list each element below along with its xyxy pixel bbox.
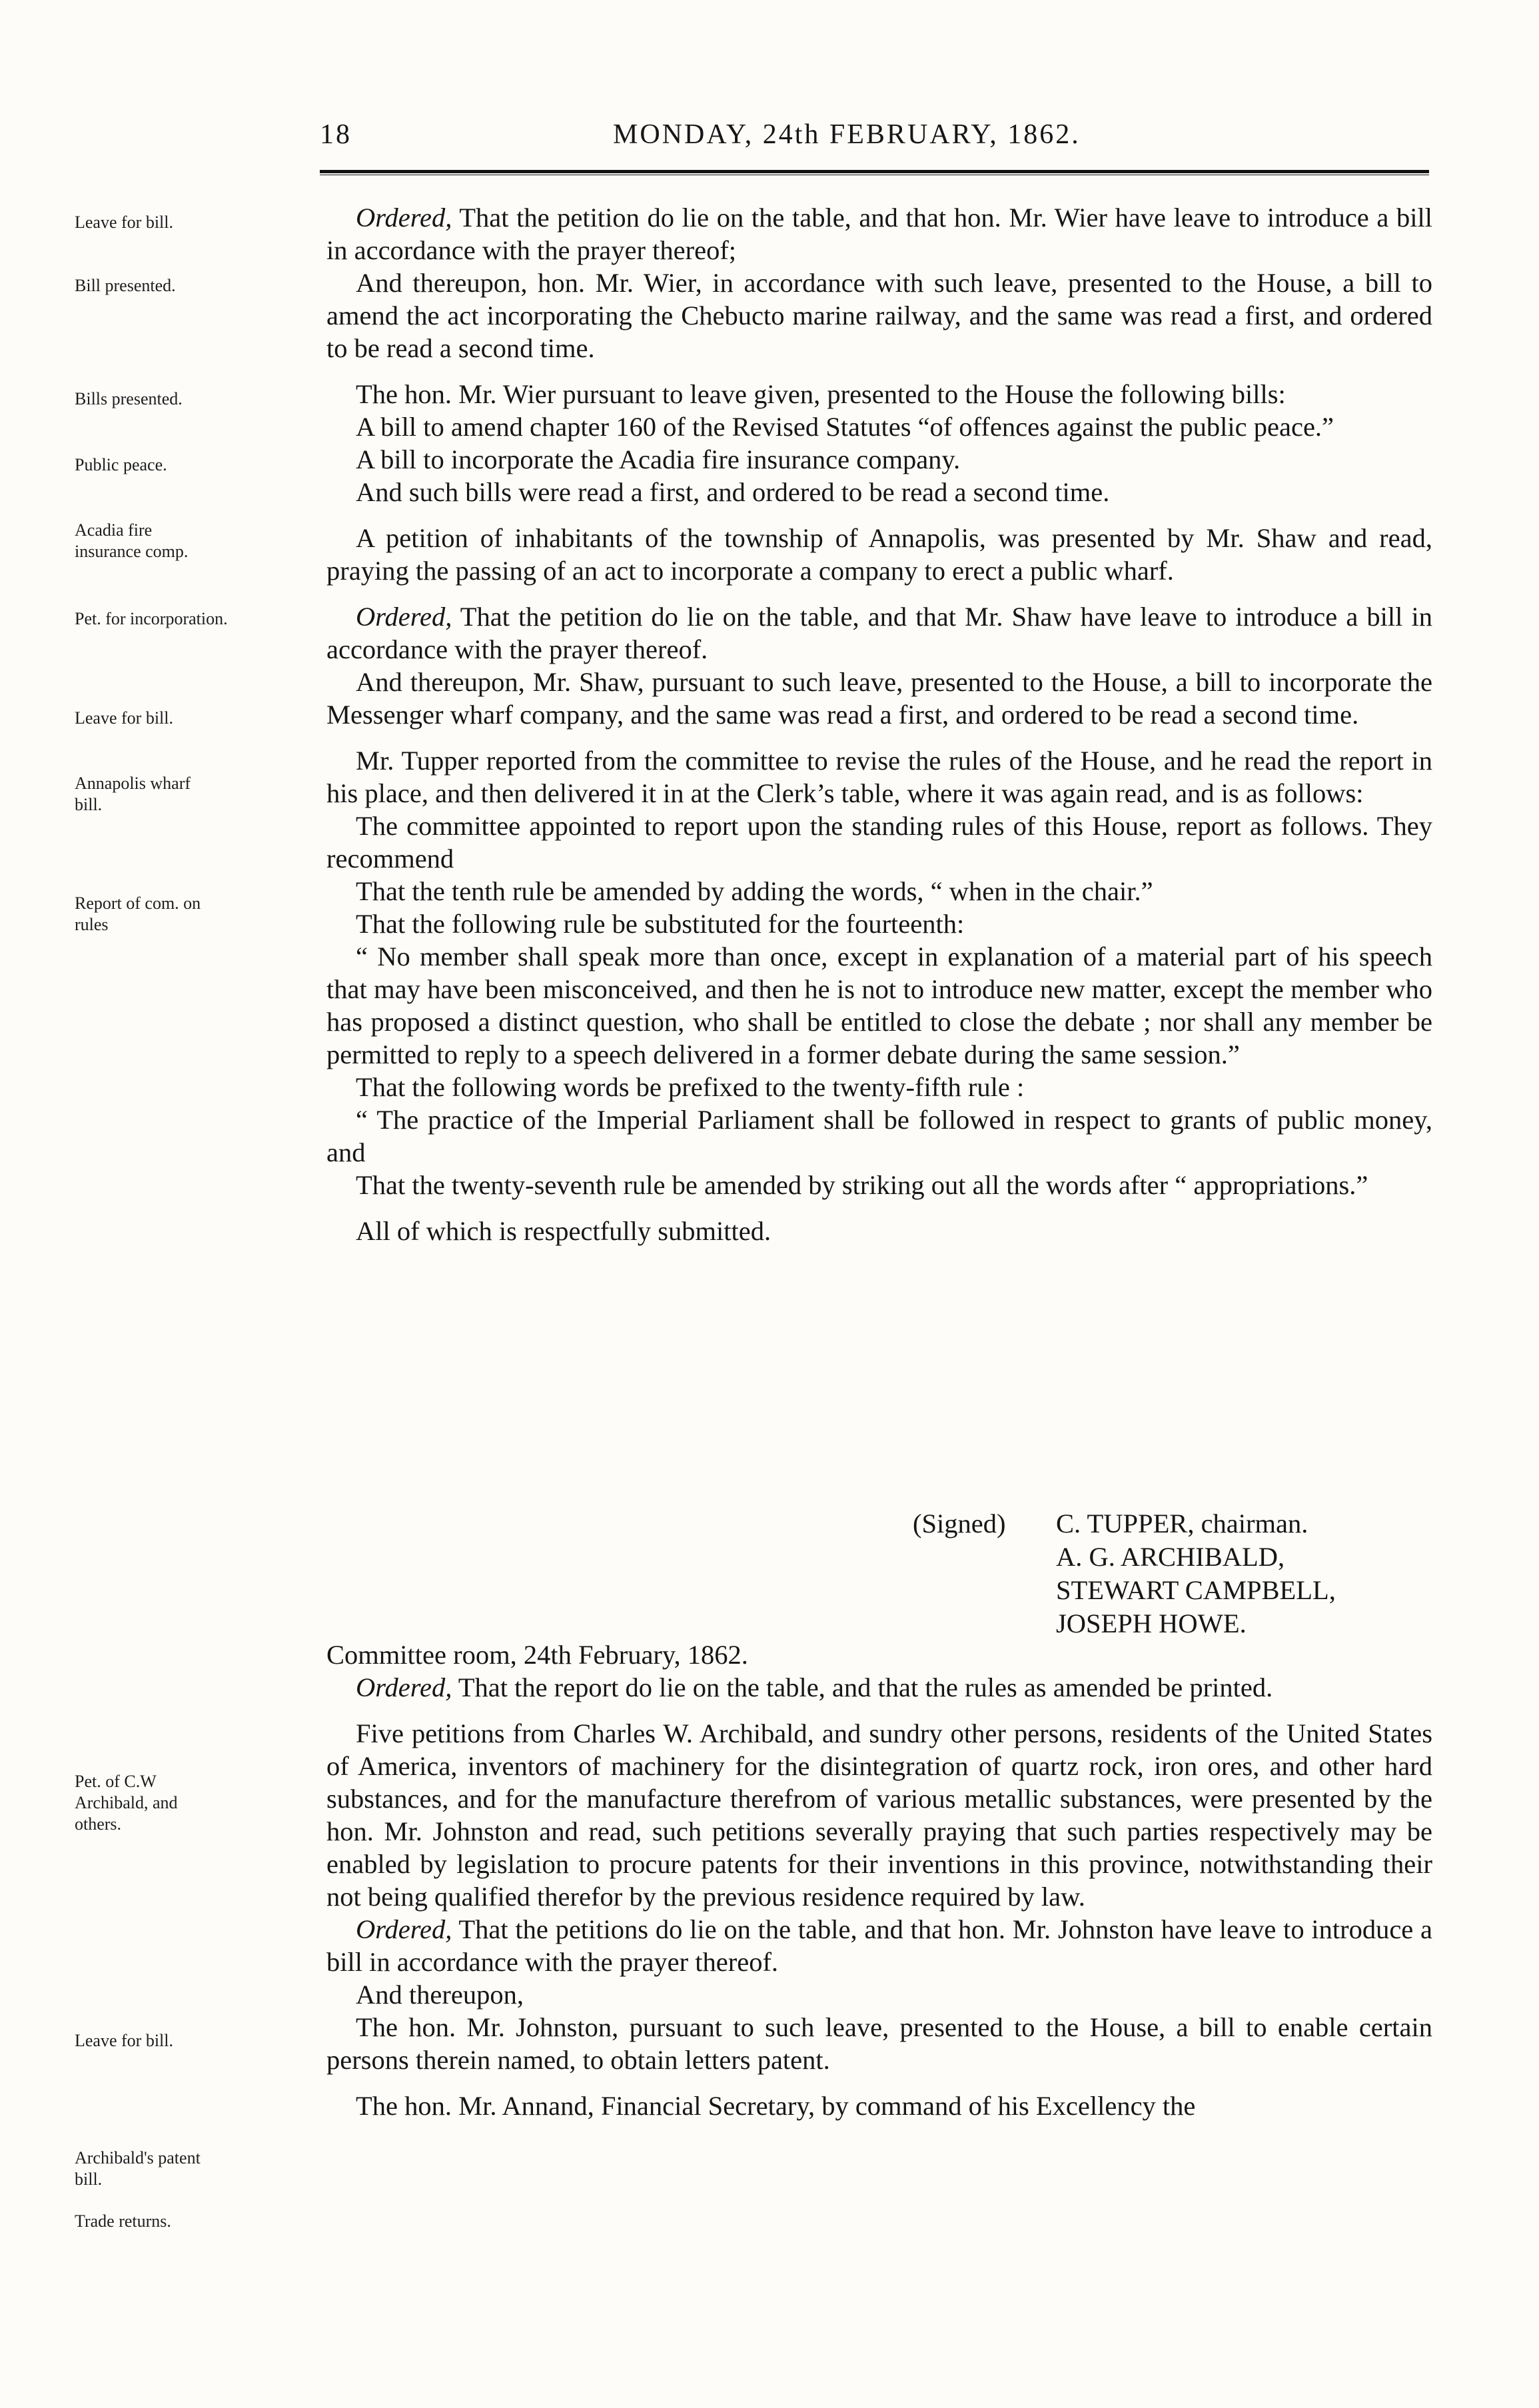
margin-note: Acadia fire insurance comp. <box>75 520 189 561</box>
ordered-lead: Ordered, <box>356 1914 452 1944</box>
margin-note: Pet. for incorporation. <box>75 609 228 628</box>
paragraph: A petition of inhabitants of the township of Annapolis, was presented by Mr. Shaw and read, praying the passing of an act to incorporate a company to erect a public wharf. <box>326 523 1432 586</box>
paragraph-text: That the petitions do lie on the table, and that hon. Mr. Johnston have leave to introduce a bill in accordance with the prayer thereof. <box>326 1914 1432 1977</box>
paragraph: A bill to amend chapter 160 of the Revised Statutes “of offences against the public peace.” <box>356 412 1334 442</box>
margin-note: Archibald's patent bill. <box>75 2148 201 2189</box>
margin-note: Trade returns. <box>75 2211 171 2231</box>
signatory: JOSEPH HOWE. <box>1056 1608 1247 1638</box>
paragraph: And such bills were read a first, and ordered to be read a second time. <box>356 477 1110 507</box>
ordered-lead: Ordered, <box>356 602 452 632</box>
journal-text-bottom <box>326 1638 1432 2122</box>
margin-note: Public peace. <box>75 455 167 474</box>
paragraph: The hon. Mr. Johnston, pursuant to such leave, presented to the House, a bill to enable certain persons therein named, to obtain letters patent. <box>326 2012 1432 2075</box>
paragraph: Mr. Tupper reported from the committee to revise the rules of the House, and he read the report in his place, and then delivered it in at the Clerk’s table, where it was again read, and is as follows: <box>326 746 1432 808</box>
signatory: STEWART CAMPBELL, <box>1056 1575 1336 1605</box>
signatory: C. TUPPER, chairman. <box>1056 1508 1308 1538</box>
report-paragraph: That the following rule be substituted for the fourteenth: <box>356 909 965 939</box>
signed-label: (Signed) <box>913 1508 1006 1538</box>
margin-note: Leave for bill. <box>75 213 173 232</box>
report-paragraph: That the following words be prefixed to the twenty-fifth rule : <box>356 1072 1025 1102</box>
report-paragraph: That the twenty-seventh rule be amended by striking out all the words after “ appropriations.” <box>356 1170 1368 1200</box>
margin-note: Annapolis wharf bill. <box>75 774 191 814</box>
margin-note: Report of com. on rules <box>75 894 201 934</box>
signatory: A. G. ARCHIBALD, <box>1056 1542 1285 1572</box>
margin-note: Leave for bill. <box>75 708 173 728</box>
journal-text-top <box>326 201 1432 1247</box>
paragraph: The hon. Mr. Wier pursuant to leave given, presented to the House the following bills: <box>356 379 1286 409</box>
report-paragraph: “ The practice of the Imperial Parliament shall be followed in respect to grants of public money, and <box>326 1105 1432 1167</box>
paragraph-text: That the report do lie on the table, and that the rules as amended be printed. <box>452 1672 1273 1702</box>
paragraph: The hon. Mr. Annand, Financial Secretary, by command of his Excellency the <box>356 2091 1196 2121</box>
margin-note: Bill presented. <box>75 276 176 295</box>
ordered-lead: Ordered, <box>356 1672 452 1702</box>
report-paragraph: “ No member shall speak more than once, except in explanation of a material part of his speech that may have been misconceived, and then he is not to introduce new matter, except the member who has proposed a distinct question, who shall be entitled to close the debate ; nor shall any member be permitted to reply to a speech delivered in a former debate during the same session.” <box>326 941 1432 1069</box>
paragraph: And thereupon, hon. Mr. Wier, in accordance with such leave, presented to the House, a bill to amend the act incorporating the Chebucto marine railway, and the same was read a first, and ordered to be read a second time. <box>326 268 1432 363</box>
margin-note: Bills presented. <box>75 389 183 408</box>
committee-room-line: Committee room, 24th February, 1862. <box>326 1640 748 1670</box>
paragraph <box>326 1913 1432 1978</box>
margin-note: Leave for bill. <box>75 2031 173 2050</box>
paragraph <box>326 201 1432 267</box>
report-closing: All of which is respectfully submitted. <box>356 1216 771 1246</box>
margin-note: Pet. of C.W Archibald, and others. <box>75 1772 178 1834</box>
paragraph: A bill to incorporate the Acadia fire insurance company. <box>356 444 961 474</box>
report-paragraph: That the tenth rule be amended by adding the words, “ when in the chair.” <box>356 876 1153 906</box>
paragraph <box>326 1671 1432 1704</box>
paragraph <box>326 600 1432 666</box>
paragraph: And thereupon, <box>356 1980 524 2010</box>
paragraph: Five petitions from Charles W. Archibald, and sundry other persons, residents of the United States of America, inventors of machinery for the disintegration of quartz rock, iron ores, and other hard substances, and for the manufacture therefrom of various metallic substances, were presented by the hon. Mr. Johnston and read, such petitions severally praying that such parties respectively may be enabled by legislation to procure patents for their inventions in this province, notwithstanding their not being qualified therefor by the previous residence required by law. <box>326 1718 1432 1912</box>
page-header <box>320 119 1452 165</box>
paragraph-text: That the petition do lie on the table, and that Mr. Shaw have leave to introduce a bill in accordance with the prayer thereof. <box>326 602 1432 664</box>
ordered-lead: Ordered, <box>356 203 452 233</box>
page-title: MONDAY, 24th FEBRUARY, 1862. <box>613 119 1081 150</box>
paragraph-text: That the petition do lie on the table, and that hon. Mr. Wier have leave to introduce a bill in accordance with the prayer thereof; <box>326 203 1432 265</box>
report-paragraph: The committee appointed to report upon the standing rules of this House, report as follows. They recommend <box>326 811 1432 874</box>
header-rule <box>320 170 1429 175</box>
paragraph: And thereupon, Mr. Shaw, pursuant to such leave, presented to the House, a bill to incorporate the Messenger wharf company, and the same was read a first, and ordered to be read a second time. <box>326 667 1432 730</box>
page-number: 18 <box>320 119 352 150</box>
